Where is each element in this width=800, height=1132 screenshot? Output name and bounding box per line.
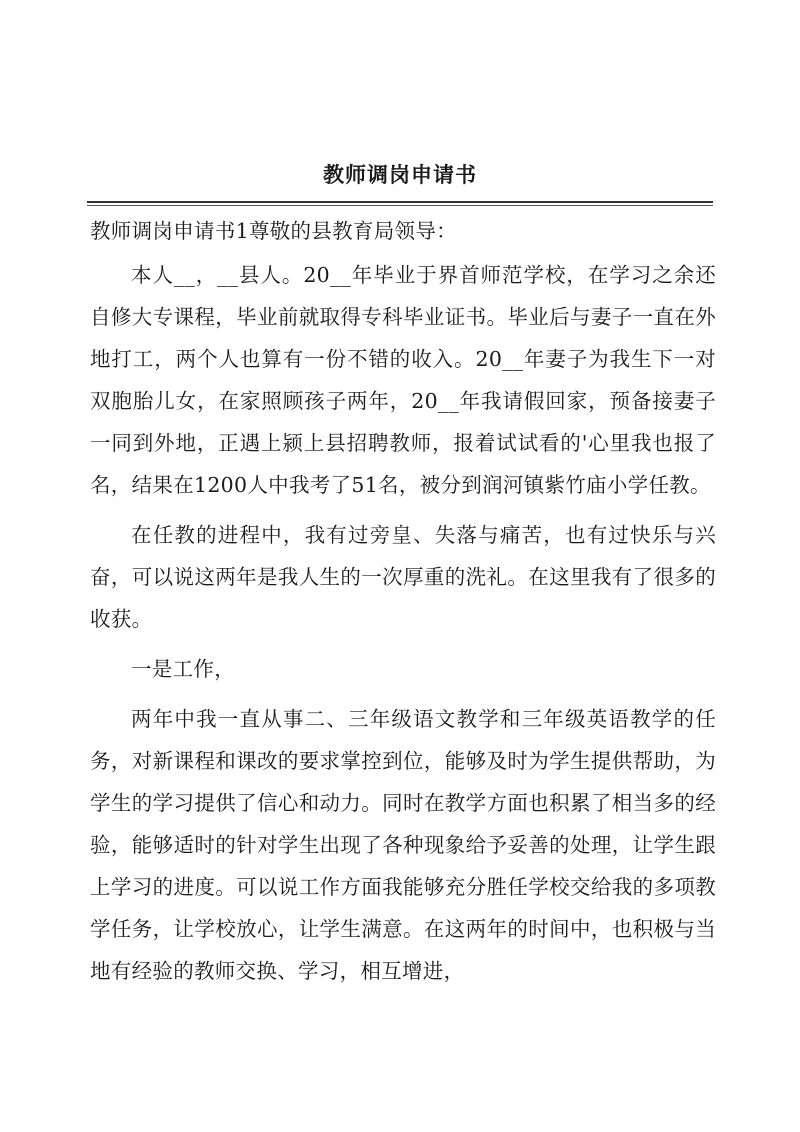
- page-title: 教师调岗申请书: [323, 162, 477, 187]
- letter-body: [90, 210, 716, 1000]
- title-divider-thin: [87, 205, 713, 206]
- paragraph-experience: 在任教的进程中，我有过旁皇、失落与痛苦，也有过快乐与兴奋，可以说这两年是我人生的一次厚重的洗礼。在这里我有了很多的收获。: [90, 523, 716, 631]
- title-divider-thick: [87, 201, 713, 203]
- paragraph-work-details: 两年中我一直从事二、三年级语文教学和三年级英语教学的任务，对新课程和课改的要求掌控到位，能够及时为学生提供帮助，为学生的学习提供了信心和动力。同时在教学方面也积累了相当多的经验，能够适时的针对学生出现了各种现象给予妥善的处理，让学生跟上学习的进度。可以说工作方面我能够充分胜任学校交给我的多项教学任务，让学校放心，让学生满意。在这两年的时间中，也积极与当地有经验的教师交换、学习，相互增进，: [90, 707, 716, 983]
- letter-opening: 教师调岗申请书1尊敬的县教育局领导：: [90, 219, 457, 243]
- paragraph-introduction: 本人__，__县人。20__年毕业于界首师范学校，在学习之余还自修大专课程，毕业前就取得专科毕业证书。毕业后与妻子一直在外地打工，两个人也算有一份不错的收入。20__年妻子为我生下一对双胞胎儿女，在家照顾孩子两年，20__年我请假回家，预备接妻子一同到外地，正遇上颍上县招聘教师，报着试试看的'心里我也报了名，结果在1200人中我考了51名，被分到润河镇紫竹庙小学任教。: [90, 263, 716, 497]
- paragraph-work-heading: 一是工作，: [131, 657, 235, 681]
